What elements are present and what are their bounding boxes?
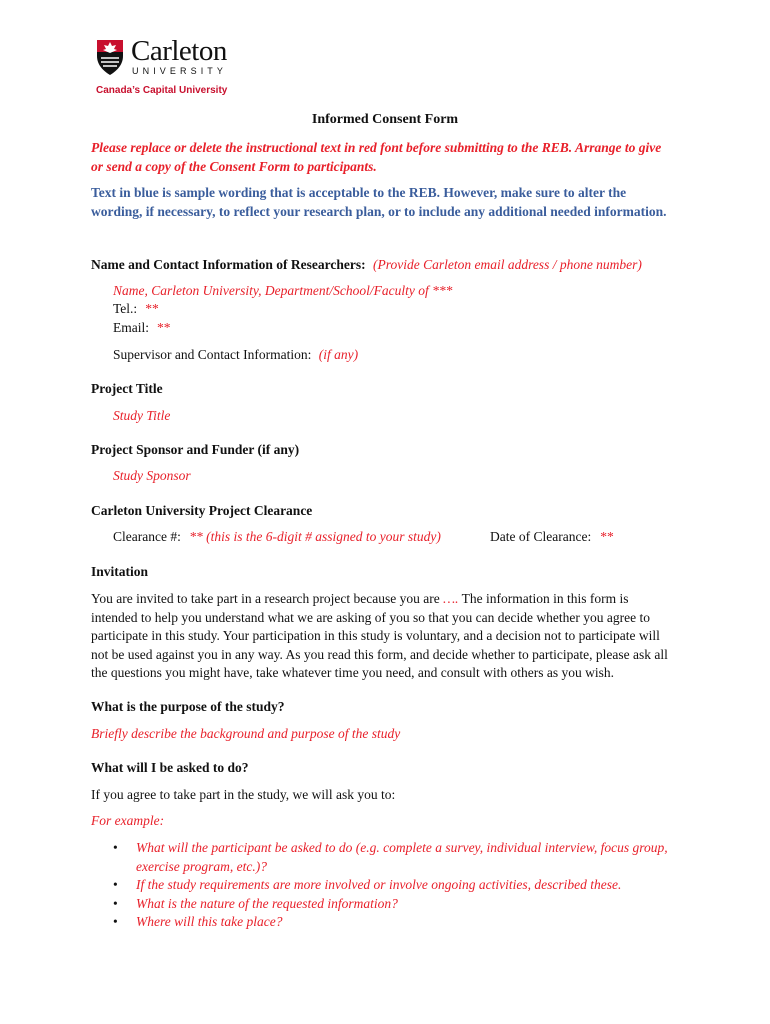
bullet-icon: • — [113, 914, 118, 929]
tel-label: Tel.: — [113, 301, 138, 316]
logo-wordmark: Carleton — [131, 35, 227, 67]
list-item-text: What is the nature of the requested information? — [136, 895, 398, 911]
list-item-text: Where will this take place? — [136, 914, 283, 929]
list-item-text: If the study requirements are more involved or involve ongoing activities, described these. — [136, 877, 622, 892]
researchers-heading-line — [91, 256, 642, 275]
clearance-number-value: ** (this is the 6-digit # assigned to your study) — [189, 529, 441, 544]
invitation-text-before: You are invited to take part in a research project because you are — [91, 591, 444, 606]
instruction-red: Please replace or delete the instructional text in red font before submitting to the REB. Arrange to give or send a copy of the Consent Form to participants. — [91, 140, 662, 174]
asked-intro: If you agree to take part in the study, we will ask you to: — [91, 787, 396, 802]
clearance-date-label: Date of Clearance: — [490, 529, 592, 544]
logo-tagline: Canada’s Capital University — [96, 85, 228, 96]
logo-university: UNIVERSITY — [132, 66, 228, 76]
tel-line — [113, 300, 158, 319]
list-item — [113, 839, 673, 876]
bullet-icon: • — [113, 840, 118, 855]
clearance-date-line — [490, 528, 613, 547]
project-title-heading: Project Title — [91, 381, 163, 396]
bullet-icon: • — [113, 895, 118, 911]
email-label: Email: — [113, 320, 149, 335]
researcher-name-line: Name, Carleton University, Department/School/Faculty of *** — [113, 283, 453, 298]
purpose-heading: What is the purpose of the study? — [91, 699, 285, 714]
clearance-number-label: Clearance #: — [113, 529, 181, 544]
list-item — [113, 876, 673, 895]
clearance-date-value: ** — [599, 529, 614, 544]
invitation-heading: Invitation — [91, 564, 149, 579]
researchers-heading: Name and Contact Information of Researchers: — [91, 257, 366, 272]
list-item — [113, 895, 673, 914]
example-label: For example: — [91, 813, 165, 828]
email-line — [113, 319, 170, 338]
tel-value: ** — [144, 301, 159, 316]
carleton-logo — [95, 35, 255, 98]
purpose-hint: Briefly describe the background and purpose of the study — [91, 726, 401, 741]
invitation-text-after: The information in this form is intended to help you understand what we are asking of you so that you can decide whether you agree to participate in this study. Your participation in this study is voluntary, and a decision not to participate will not be used against you in any way. As you read this form, and decide whether to participate, please ask all the questions you might have, take whatever time you need, and consult with others as you wish. — [91, 591, 668, 680]
clearance-heading: Carleton University Project Clearance — [91, 503, 313, 518]
carleton-crest-icon — [95, 38, 125, 76]
bullet-icon: • — [113, 877, 118, 892]
supervisor-hint: (if any) — [318, 347, 359, 362]
researchers-hint: (Provide Carleton email address / phone number) — [372, 257, 642, 272]
invitation-text — [91, 590, 675, 683]
list-item-text: What will the participant be asked to do (e.g. complete a survey, individual interview, focus group, exercise program, etc.)? — [136, 840, 668, 874]
instruction-blue: Text in blue is sample wording that is acceptable to the REB. However, make sure to alter the wording, if necessary, to reflect your research plan, or to include any additional needed information. — [91, 185, 667, 219]
form-title: Informed Consent Form — [311, 112, 459, 127]
list-item — [113, 913, 673, 932]
asked-bullet-list — [113, 839, 673, 932]
sponsor-value: Study Sponsor — [113, 468, 191, 483]
supervisor-line — [113, 346, 358, 365]
email-value: ** — [156, 320, 170, 335]
supervisor-label: Supervisor and Contact Information: — [113, 347, 312, 362]
asked-heading: What will I be asked to do? — [91, 760, 249, 775]
clearance-number-line — [113, 528, 441, 547]
project-title-value: Study Title — [113, 408, 171, 423]
invitation-placeholder: …. — [443, 591, 459, 606]
sponsor-heading: Project Sponsor and Funder (if any) — [91, 442, 300, 457]
